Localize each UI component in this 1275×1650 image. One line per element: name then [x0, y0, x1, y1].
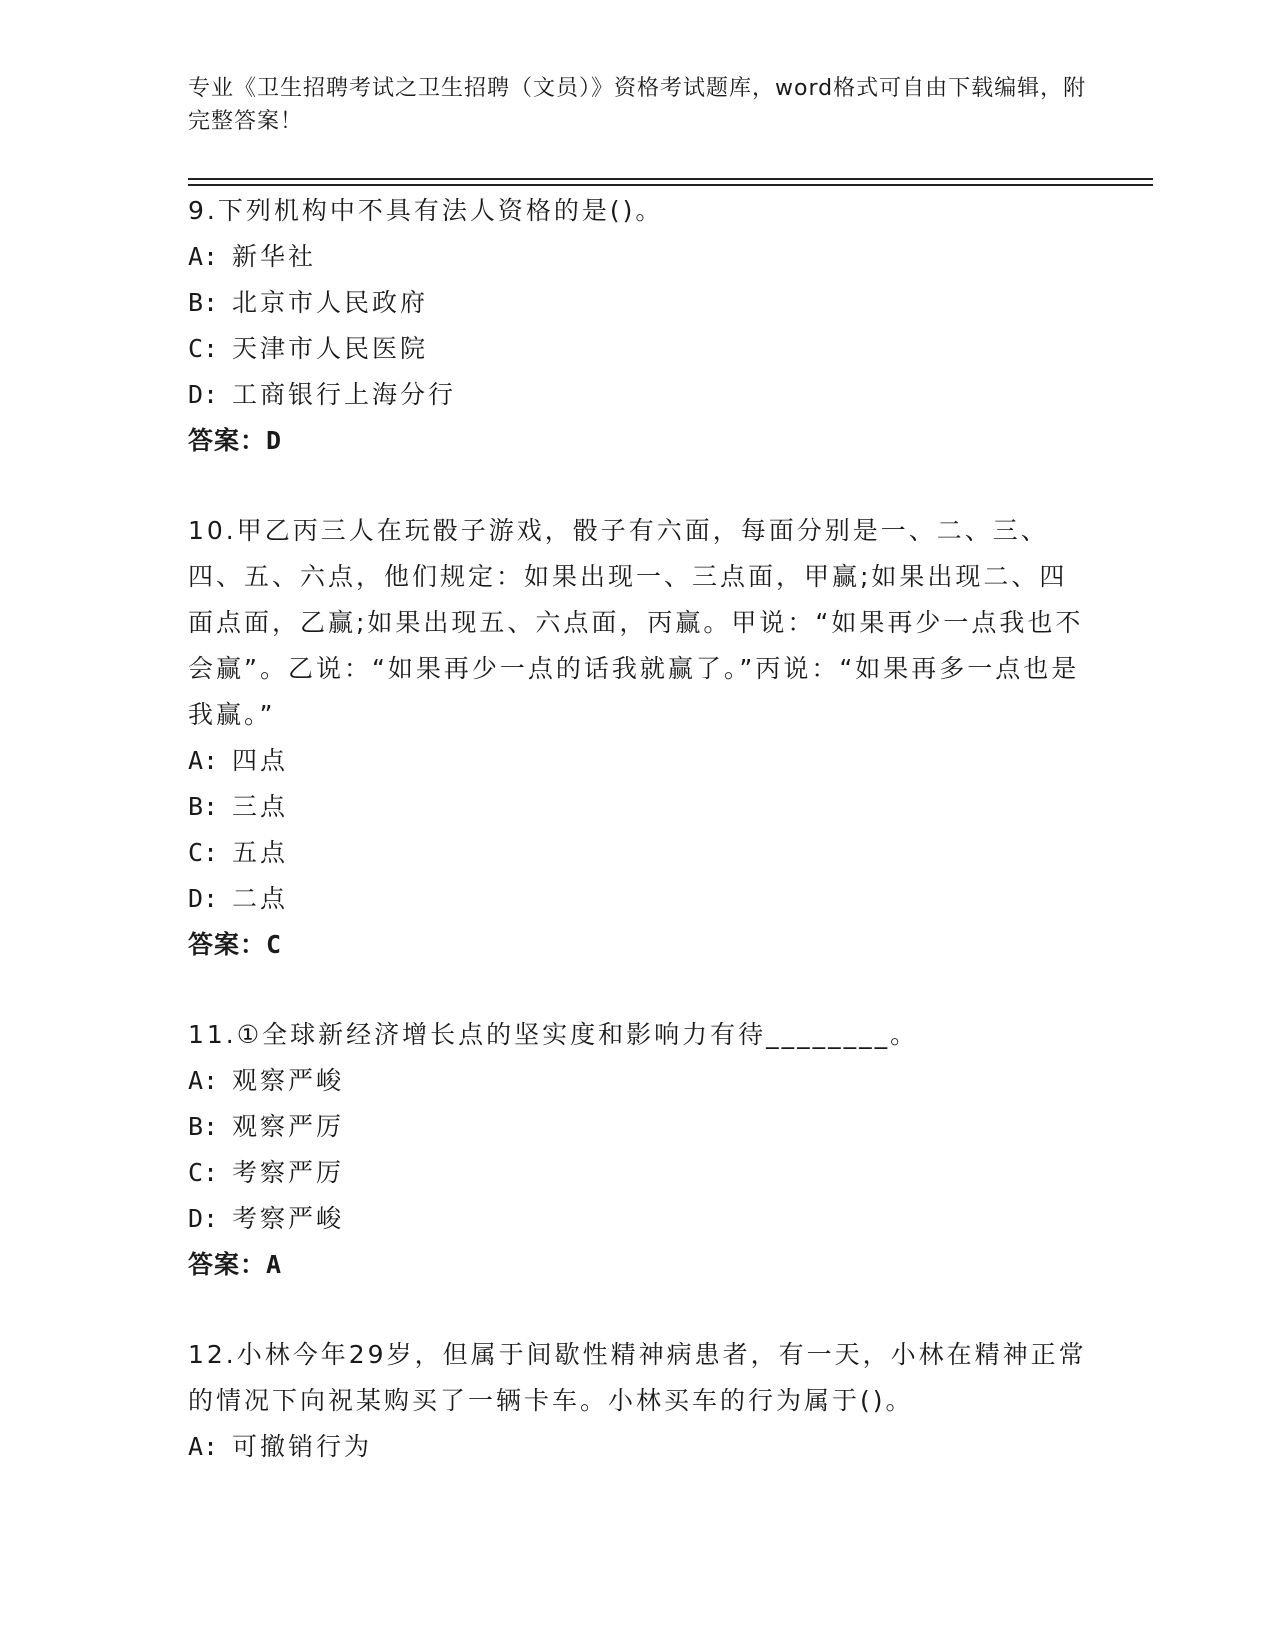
option-text: 五点	[232, 838, 289, 867]
option-a	[188, 738, 1088, 784]
option-letter: D:	[188, 380, 219, 409]
option-text: 考察严峻	[232, 1204, 345, 1233]
answer-label: 答案：	[188, 1250, 267, 1279]
question-item	[188, 1012, 1088, 1288]
option-text: 北京市人民政府	[232, 288, 429, 317]
option-letter: B:	[188, 288, 219, 317]
option-letter: A:	[188, 242, 219, 271]
option-letter: A:	[188, 1432, 219, 1461]
option-letter: C:	[188, 838, 219, 867]
question-stem	[188, 1012, 1088, 1058]
option-d	[188, 876, 1088, 922]
option-text: 观察严厉	[232, 1112, 345, 1141]
question-item	[188, 188, 1088, 464]
answer-line	[188, 418, 1088, 464]
option-text: 三点	[232, 792, 289, 821]
header-divider-bottom	[188, 184, 1153, 186]
option-b	[188, 1104, 1088, 1150]
option-letter: D:	[188, 1204, 219, 1233]
header-divider-top	[188, 178, 1153, 180]
option-text: 考察严厉	[232, 1158, 345, 1187]
answer-label: 答案：	[188, 426, 267, 455]
question-stem	[188, 188, 1088, 234]
option-a	[188, 1058, 1088, 1104]
question-stem	[188, 508, 1088, 738]
answer-value: A	[266, 1250, 283, 1279]
question-item	[188, 1332, 1088, 1470]
option-d	[188, 372, 1088, 418]
option-a	[188, 1424, 1088, 1470]
option-letter: D:	[188, 884, 219, 913]
option-text: 天津市人民医院	[232, 334, 429, 363]
question-stem-text: 11.①全球新经济增长点的坚实度和影响力有待________。	[188, 1020, 919, 1049]
option-text: 可撤销行为	[232, 1432, 373, 1461]
option-c	[188, 1150, 1088, 1196]
answer-label: 答案：	[188, 930, 267, 959]
question-stem-text: 10.甲乙丙三人在玩骰子游戏，骰子有六面，每面分别是一、二、三、四、五、六点，他们规定：如果出现一、三点面，甲赢;如果出现二、四面点面，乙赢;如果出现五、六点面，丙赢。甲说：“如果再少一点我也不会赢”。乙说：“如果再少一点的话我就赢了。”丙说：“如果再多一点也是我赢。”	[188, 516, 1084, 729]
question-list	[188, 188, 1088, 1514]
option-d	[188, 1196, 1088, 1242]
option-b	[188, 280, 1088, 326]
option-text: 新华社	[232, 242, 317, 271]
option-c	[188, 326, 1088, 372]
option-text: 四点	[232, 746, 289, 775]
question-stem-text: 12.小林今年29岁，但属于间歇性精神病患者，有一天，小林在精神正常的情况下向祝某购买了一辆卡车。小林买车的行为属于()。	[188, 1340, 1087, 1415]
option-letter: A:	[188, 746, 219, 775]
question-item	[188, 508, 1088, 968]
answer-value: D	[266, 426, 283, 455]
option-text: 观察严峻	[232, 1066, 345, 1095]
option-b	[188, 784, 1088, 830]
option-text: 二点	[232, 884, 289, 913]
option-a	[188, 234, 1088, 280]
option-letter: A:	[188, 1066, 219, 1095]
option-letter: B:	[188, 1112, 219, 1141]
question-stem-text: 9.下列机构中不具有法人资格的是()。	[188, 196, 664, 225]
option-c	[188, 830, 1088, 876]
answer-line	[188, 1242, 1088, 1288]
document-header: 专业《卫生招聘考试之卫生招聘（文员）》资格考试题库，word格式可自由下载编辑，附完整答案！	[188, 76, 1087, 134]
option-letter: B:	[188, 792, 219, 821]
answer-line	[188, 922, 1088, 968]
option-letter: C:	[188, 1158, 219, 1187]
answer-value: C	[266, 930, 283, 959]
option-letter: C:	[188, 334, 219, 363]
option-text: 工商银行上海分行	[232, 380, 457, 409]
question-stem	[188, 1332, 1088, 1424]
